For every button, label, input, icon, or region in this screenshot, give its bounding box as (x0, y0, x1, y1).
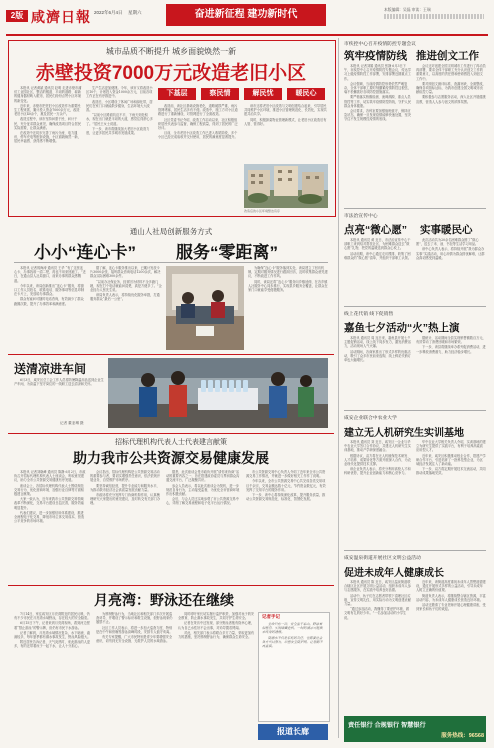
reporter-note-label: 记者手记 (262, 614, 280, 619)
side-top-kicker: 市疾控中心召开疫情防控专题会议 (344, 42, 416, 47)
section-rule-1 (8, 354, 334, 355)
trade-body-col2: 会议指出，招标代理机构是公共资源交易活动的重要参与者，要切实增强责任意识，依法依规开展业务，自觉维护市场秩序。 要坚持诚信经营，提升专业能力和服务水平，为推动我市经济社会高质量发展贡献力量。 市政协将充分发挥专门协商机构作用，认真梳理研究大家提出的意见建议，及时转交有关部门办理。 (90, 470, 161, 506)
side-kicker-2: 市法治宣传中心 (344, 214, 378, 219)
side-body-2b: 此次活动共为20余名困难群众圆了“微心愿”，送去了米、油、书包等生活学习用品。 该中心负责人表示，将持续开展“我为群众办实事”实践活动，用心用情为群众排忧解难，让群众真切感受到温暖。 (416, 238, 485, 260)
card-title-rule (14, 262, 328, 263)
side3-title: 嘉鱼七夕活动“火”热上演 (344, 322, 460, 334)
side-rule-4 (344, 550, 486, 551)
feature-body-col2: 为遏制野泳行为，当地社区和相关部门多次开展巡查劝导，并增设了警示标识和救生设施，但野泳现象仍屡禁不止。 社区工作人员表示，将进一步加大巡查力度，特别是在中午和傍晚等游泳高峰时段，安排专人值守劝离。 有关专家提醒，广大市民特别是青少年要增强安全意识，切勿到无安全设施、无救护人员的水域游泳。 (96, 612, 173, 644)
lead-kicker: 城市品质不断提升 城乡面貌焕然一新 (105, 47, 237, 56)
workers-receiving-water-photo (108, 358, 328, 428)
feature-body-col3: 同时呼吁家长切实履行监护职责，加强对孩子的安全教育，防止溺水事故发生，共同守护生命安全。 记者在采访中还发现，部分野泳者抱有侥幸心理，认为自己水性好不会出事，对劝导置若罔闻。 对此，相关部门表示将联合多方力量，采取更加有力的措施，坚决遏制野泳行为，确保群众生命安全。 (178, 612, 255, 640)
side2-title-b: 实事暖民心 (420, 224, 473, 236)
side-body-1b: 会议还对创建全国文明城市工作进行了再动员再部署，要求全体干部职工充分认识创文工作的重要意义，以高度的责任感和使命感投入到创文工作中。 要对照创文测评标准，查漏补缺，全面整改，确保各项指标达标，为我市创建全国文明城市贡献疾控力量。 要积极参与志愿服务活动，深入社区开展健康宣教，营造人人参与创文的浓厚氛围。 (416, 64, 486, 104)
ribbon-tag-1: 下基层 (158, 88, 196, 100)
side-title-1: 筑牢疫情防线 (344, 50, 407, 62)
masthead (6, 4, 488, 34)
bank-ad-slogan: 责任银行 合规银行 智慧银行 (348, 722, 426, 729)
lead-body-col4: 该市还将老旧小区改造与文明创建结合起来，引导居民共同维护小区环境，推进小区管理规范化、长效化，实现共建共治共享。 同时，积极探索物业管理新模式，让老旧小区改造后有人管、管得好。 (244, 104, 327, 126)
trade-title: 助力我市公共资源交易健康发展 (73, 450, 269, 466)
lead-body-col3: 改造前，该社区基础设施老化，道路破损严重，雨污管网堵塞，居民生活多有不便。改造中，施工方对小区道路进行了重新铺设，对管网进行了全面改造。 社区党委书记介绍，改造工作启动以来，社区积极组织居民代表参与监督，确保工程质量，得到了居民的广泛好评。 目前，全市老旧小区改造工作已进入收尾阶段，多个小区已经完成验收并交付使用，居民的满意度显著提升。 (158, 104, 238, 140)
phone-line (384, 14, 484, 19)
issue-date: 2022年6月4日 (94, 10, 123, 15)
water-title: 送清凉进车间 (14, 362, 87, 376)
card-body-col3: 为确保“连心卡”服务落到实处，该局建立了回访机制，定期对服务情况进行跟踪回访，及时收集群众意见建议，不断改进工作作风。 同时，该局还将“连心卡”服务向乡镇延伸，在各乡镇人社服务中心同步推行，实现县乡服务全覆盖，让群众在家门口就能享受便捷服务。 (248, 266, 328, 293)
page-number-tab: 2版 (6, 10, 28, 22)
water-body: 6月3日，咸安区总工会工作人员将防暑降温用品送到企业生产车间，为高温下坚守岗位的一线职工送去清凉和关怀。 (14, 378, 104, 387)
side-kicker-5: 咸安温泉街道开展社区文明公益活动 (344, 556, 421, 561)
trade-body-col3: 据悉，此次座谈会是市政协开展“请你来协商”活动的重要内容之一，旨在搭建政协委员与界别群众沟通交流平台，广泛凝聚共识。 参会人员表示，将以此次座谈会为契机，进一步规范自身行为，主动接受监督，为优化全市营商环境作出积极贡献。 会后，与会人员还实地参观了市公共资源交易中心，详细了解交易流程和电子化平台运行情况。 (166, 470, 240, 506)
side-body-2a: 本报讯 通讯员 黄 近日，市法治宣传中心干部职工来到结对帮扶社区，为困难群众送去“微心愿”礼物，把党的温暖送到群众心坎上。 活动前期，该中心通过走访摸排，收集了困难群众的“微心愿”清单，并组织干部职工认领。 (344, 238, 412, 260)
ribbon-row (158, 88, 328, 100)
side-kicker-3: 线上花代销 线下促销售 (344, 312, 394, 317)
trade-kicker: 招标代理机构代表人士代表建言献策 (115, 439, 227, 446)
side-body-3b: 据统计，活动期间全县实现销售额数百万元，有效带动了消费回暖和市场繁荣。 下一步，该县将继续举办系列促消费活动，进一步释放消费潜力，助力经济稳步增长。 (416, 336, 486, 354)
side-body-5a: 本报讯 通讯员 陈 近日，咸安区温泉街道联合辖区社区开展文明公益活动，组织未成年人参与志愿服务，在实践中培养良好品德。 活动中，孩子们在志愿者带领下清理社区垃圾、宣传文明礼仪，用实际行动为文明创建贡献力量。 “通过参加活动，我懂得了要爱护环境，做文明有礼的好少年。”一名参加活动的小学生说。 (344, 580, 411, 620)
card-body-col2: 据了解，连心卡服务推出以来，已累计发放卡片3000余张，接听群众咨询电话1200余次，解决群众实际困难300余件。 “以前办社保业务，经常因为材料不全多跑几趟，现在打个电话就能问清楚，真是方便多了。”企业经办人张先生说。 该局负责人表示，将持续优化服务举措，打通服务群众“最后一公里”。 (90, 266, 162, 302)
lead-body-col1: 本报讯 记者黄斌 通讯员 赵明 走进赤壁市蒲纺工业园社区，整洁的楼道、平坦的道路、崭新的健身器材映入眼帘，居民们纷纷点赞小区环境的新变化。 近年来，赤壁市把老旧小区改造作为重要民生工程来抓，累计投入资金7000余万元，改造老旧小区40余个，惠及居民一万余户。 改造过程中，该市坚持问需于民、问计于民，充分征求群众意见，确保改造项目符合居民实际需要，让群众满意。 在改造中还同步完善了雨污分流、电力通讯、停车充电等配套设施，小区面貌焕然一新，居民幸福感、获得感不断增强。 (14, 86, 82, 144)
side-body-4b: 华中农业大学相关负责人介绍，实训基地的建立为研究生提供了实践平台，有利于培养高素质应用型人才。 近年来，咸安区积极推动校企合作，搭建产学研合作平台，引进培育了一批科技型企业，为区域经济发展注入了新动能。 下一步，双方将定期开展技术交流活动，共同推动成果落地见效。 (416, 440, 486, 476)
slogan-text: 奋进新征程 建功新时代 (194, 9, 298, 20)
paper-name: 咸濟日報 (31, 10, 91, 26)
feature-body-col1: 7月14日，家住咸安区月亮湾附近的居民反映，仍有不少市民在月亮湾水域野泳，存在较大的安全隐患。 6月15日下午，记者来到月亮湾现场，看到河边竖着“禁止游泳”的警示牌，但仍有市民下水游泳。 记者了解到，月亮湾水域情况复杂，水下暗流、漩涡较多，每年夏季都有溺水事故发生，野泳风险极大。 附近居民告诉记者，天气炎热时，来此游泳的人更多，有的还带着孩子一起下水，让人十分担心。 (14, 612, 91, 649)
side-body-3a: 本报讯 通讯员 周 连日来，嘉鱼县开展七夕主题促销活动，线上线下同步发力，激发消费活力，活动现场人气火爆。 活动期间，各商家推出了形式多样的优惠活动，吸引了众多市民前来选购，线上鲜花代销订单也大幅增长。 (344, 336, 411, 363)
side-rule-2 (344, 306, 486, 307)
lead-photo (244, 164, 328, 208)
section-rule-3 (8, 585, 334, 586)
card-title-b: 服务“零距离” (176, 243, 278, 262)
side5-title: 促进未成年人健康成长 (344, 568, 444, 579)
card-photo (166, 266, 244, 350)
bank-ad-hotline: 服务热线：96568 (441, 733, 484, 739)
side-rule-1 (344, 208, 486, 209)
issue-weekday: 星期六 (128, 10, 142, 15)
ribbon-tag-4: 暖民心 (287, 88, 325, 100)
side4-title: 建立无人机研究生实训基地 (344, 428, 464, 439)
report-bar-label: 报道长廊 (277, 727, 309, 736)
side-body-1a: 本报讯 记者刘娟 通讯员 张静 6月3日下午，市疾控中心召开疫情防控专题会议，传达学习上级疫情防控工作部署，安排部署近期重点工作。 会议强调，当前疫情防控形势依然严峻复杂，全体干部职工要时刻绷紧疫情防控这根弦，毫不松懈抓好各项防控措施落实。 要严格落实核酸检测、流调溯源、重点人员管控等工作，切实筑牢疫情防控防线，守护人民群众身体健康。 会议要求，各科室要加强值班值守，保持应急状态，确保一旦发现疫情能够快速处置，坚决守住不发生规模性疫情的底线。 (344, 64, 411, 122)
lead-photo-caption: 改造后的小区环境整洁有序 (244, 209, 281, 213)
service-window-photo (166, 266, 244, 350)
card-kicker: 通山人社局创新服务方式 (129, 227, 213, 236)
column-divider (338, 38, 339, 738)
ribbon-tag-2: 察民情 (201, 88, 239, 100)
side2-title-a: 点亮“微心愿” (344, 224, 407, 236)
residential-buildings-photo (244, 164, 328, 208)
editor-line: 本版编辑：吴磊 审读：王瑞 (384, 8, 431, 12)
reporter-note-body: 生命只有一次，安全重于泰山。野泳看似惬意，实则暗藏危机，一时的清凉可能换来终身的遗憾。 防溺水不仅是家庭的责任，也需要社会各方共同努力，织密安全防护网，让悲剧不再重演。 (262, 622, 323, 649)
lead-title: 赤壁投资7000万元改造老旧小区 (35, 63, 307, 84)
side-body-4a: 本报讯 通讯员 刘 近日，咸安区一企业与华中农业大学签订合作协议，共建无人机研究生实训基地，推动产学研深度融合。 根据协议，双方将在无人机植保技术研发、人才培养、成果转化等方面开展深入合作，为农业现代化提供技术支撑。 该企业负责人表示，将充分利用高校人才和科研优势，提升企业创新能力和核心竞争力。 (344, 440, 411, 476)
side-title-2: 推进创文工作 (416, 50, 479, 62)
header-rule (6, 34, 488, 36)
side-kicker-4: 咸安企业联合中农业大学 (344, 416, 397, 421)
feature-title: 月亮湾：野泳还在继续 (94, 592, 234, 608)
water-photo (108, 358, 328, 428)
side-rule-3 (344, 410, 486, 411)
ribbon-tag-3: 解民忧 (244, 88, 282, 100)
trade-body-col1: 本报讯 记者刘晓峰 通讯员 陈静 6月2日，市政协召开招标代理机构代表人士座谈会，听取意见建议，助力全市公共资源交易健康有序发展。 座谈会上，各招标代理机构代表人士围绕规范交易行为、优化营商环境、加强行业自律等方面积极建言献策。 大家一致认为，近年来我市公共资源交易领域改革不断深化，交易平台建设日趋完善，服务效能明显提升。 代表们建议，进一步加强信用体系建设，推进全流程电子化交易，降低市场主体交易成本，营造公平竞争的市场环境。 (14, 470, 86, 524)
card-body-col1: 本报讯 记者郭海涛 通讯员 王华 “有了这张连心卡，办事找谁一清二楚，再也不用来回跑了。”近日，在通山县人社局窗口，前来办事的群众感慨道。 今年以来，该局创新推出“连心卡”服务，将窗口工作人员姓名、联系电话、服务事项等信息印制在卡片上，发放给办事群众。 群众有疑问可随时电话咨询，有效减少了群众跑腿次数，提升了办事效率和满意度。 (14, 266, 86, 306)
water-byline: 记者 董亚琳 摄 (60, 421, 84, 425)
lead-body-col2: 生产生活更加便捷。今年，该市又将改造小区10个，计划投入资金1000余万元，目前各项工作正在有序推进中。 改造后，小区增设了休闲广场和绿化带，居民们在家门口就能散步健身，生活环境大大改善。 “以前小区路面坑洼不平，下雨天到处积水，现在出门就是平坦的大道，感觉住得舒心多了。”居民王女士说道。 下一步，该市将继续加大老旧小区改造力度，让更多居民共享城市发展成果。 (86, 86, 153, 136)
trade-body-col4: 市公共资源交易中心负责人介绍了近年来全市公共资源交易工作情况，并就进一步做好相关工作作了说明。 今年以来，全市公共资源交易中心共完成各类交易项目千余宗，交易金额达数十亿元，节约资金数亿元，有效发挥了交易平台的服务作用。 下一步，该中心将持续深化改革，提升服务质量，推动公共资源交易规范化、标准化、智慧化发展。 (246, 470, 326, 502)
card-title-a: 小小“连心卡” (34, 243, 136, 262)
section-rule-2 (8, 433, 334, 434)
side-body-5b: 近年来，该街道高度重视未成年人思想道德建设，通过开展形式多样的公益活动，引导未成年人树立正确的价值观。 街道负责人表示，将继续整合辖区资源，丰富活动内容，为未成年人健康成长营造良好环境。 活动还邀请了专业老师开展心理健康讲座，受到家长和孩子们的欢迎。 (416, 580, 486, 612)
